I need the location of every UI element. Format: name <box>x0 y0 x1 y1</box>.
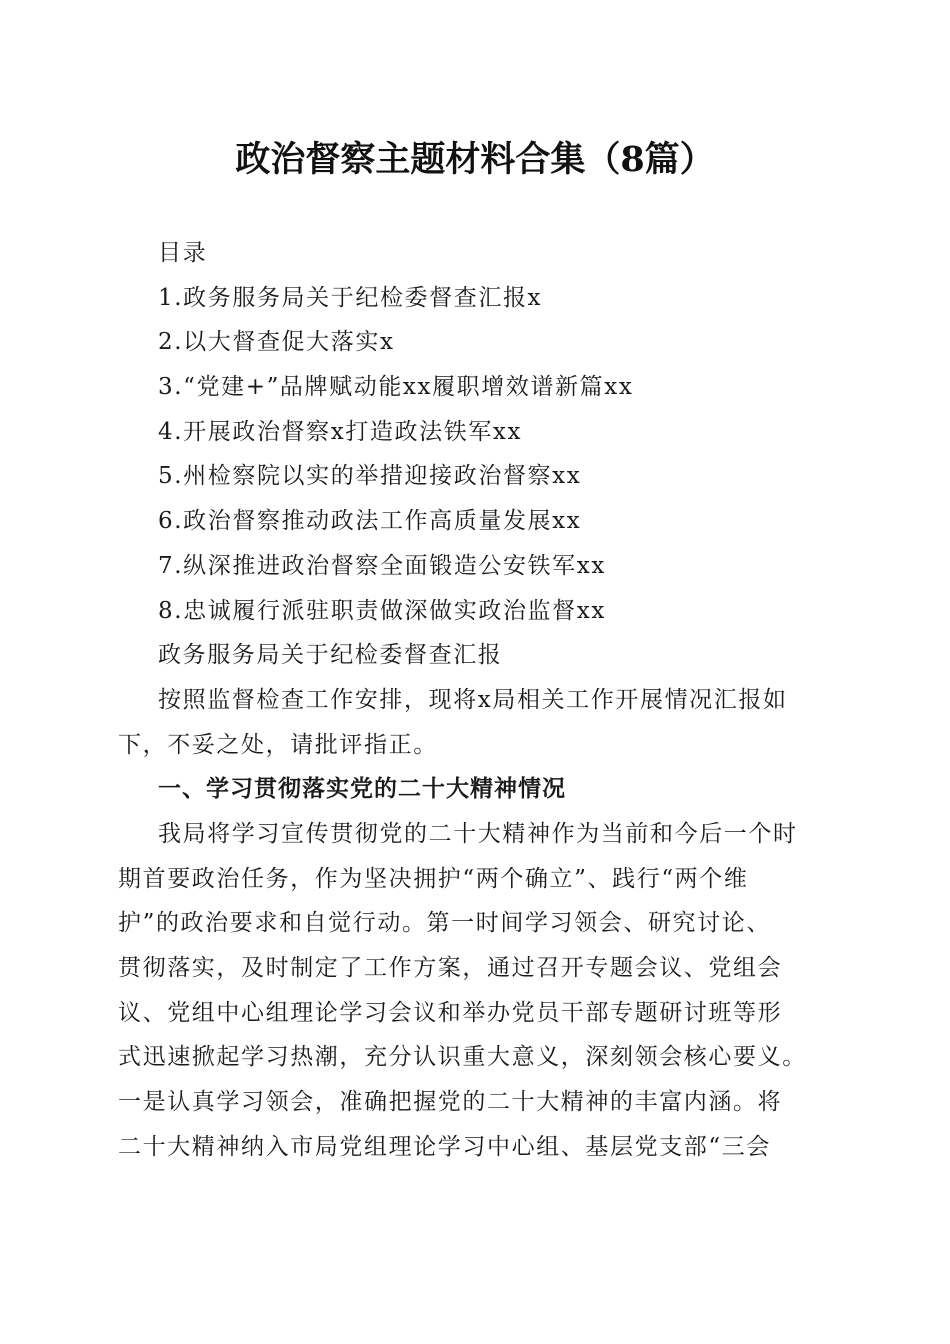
document-title: 政治督察主题材料合集（8篇） <box>235 139 715 180</box>
body-line: 期首要政治任务，作为坚决拥护“两个确立”、践行“两个维 <box>118 865 749 892</box>
body-line: 贯彻落实，及时制定了工作方案，通过召开专题会议、党组会 <box>118 955 783 981</box>
section-heading: 一、学习贯彻落实党的二十大精神情况 <box>158 776 566 803</box>
intro-line: 下，不妥之处，请批评指正。 <box>118 731 438 758</box>
toc-item: 2.以大督查促大落实x <box>158 329 395 356</box>
body-line: 式迅速掀起学习热潮，充分认识重大意义，深刻领会核心要义。 <box>118 1044 807 1071</box>
toc-item: 6.政治督察推动政法工作高质量发展xx <box>158 508 582 535</box>
intro-line: 按照监督检查工作安排，现将x局相关工作开展情况汇报如 <box>158 686 788 713</box>
body-line: 二十大精神纳入市局党组理论学习中心组、基层党支部“三会 <box>118 1133 771 1160</box>
toc-item: 4.开展政治督察x打造政法铁军xx <box>158 418 523 445</box>
toc-item: 5.州检察院以实的举措迎接政治督察xx <box>158 463 582 490</box>
toc-item: 8.忠诚履行派驻职责做深做实政治监督xx <box>158 597 606 624</box>
article-title: 政务服务局关于纪检委督查汇报 <box>158 642 503 669</box>
body-line: 我局将学习宣传贯彻党的二十大精神作为当前和今后一个时 <box>158 820 798 847</box>
body-paragraph <box>118 812 833 1170</box>
body-line: 一是认真学习领会，准确把握党的二十大精神的丰富内涵。将 <box>118 1089 783 1116</box>
body-line: 议、党组中心组理论学习会议和举办党员干部专题研讨班等形 <box>118 999 783 1026</box>
toc-item: 1.政务服务局关于纪检委督查汇报x <box>158 284 543 311</box>
body-line: 护”的政治要求和自觉行动。第一时间学习领会、研究讨论、 <box>118 910 771 937</box>
toc-item: 7.纵深推进政治督察全面锻造公安铁军xx <box>158 552 606 579</box>
document-body <box>118 231 833 1169</box>
toc-item: 3.“党建+”品牌赋动能xx履职增效谱新篇xx <box>158 374 634 401</box>
table-of-contents <box>118 276 833 634</box>
toc-label: 目录 <box>158 240 208 266</box>
